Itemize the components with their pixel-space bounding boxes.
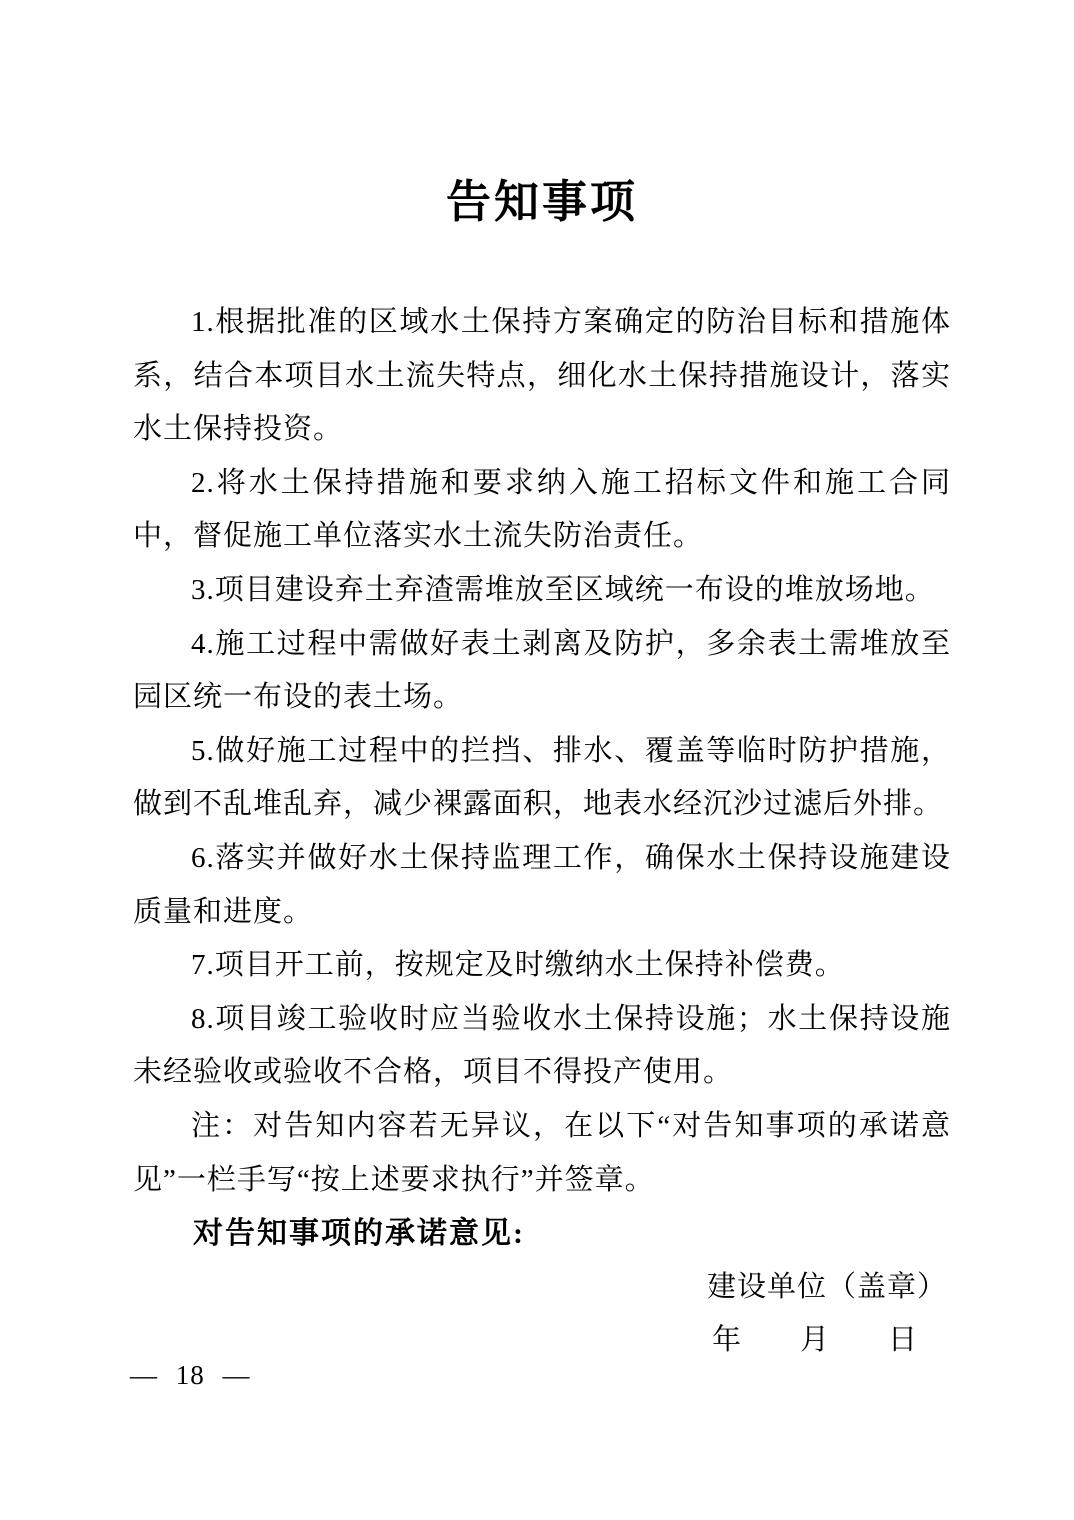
notice-item-6: 6.落实并做好水土保持监理工作，确保水土保持设施建设质量和进度。	[133, 841, 951, 928]
signature-block	[133, 1261, 951, 1368]
notice-item-7: 7.项目开工前，按规定及时缴纳水土保持补偿费。	[191, 949, 845, 982]
date-year-label: 年	[712, 1324, 743, 1357]
notice-item-2: 2.将水土保持措施和要求纳入施工招标文件和施工合同中，督促施工单位落实水土流失防治责任。	[133, 466, 951, 553]
page-title: 告知事项	[445, 177, 638, 227]
date-month-label: 月	[800, 1324, 831, 1357]
date-day-label: 日	[888, 1324, 919, 1357]
date-line	[712, 1314, 951, 1368]
document-content	[133, 0, 951, 1368]
notice-item-4: 4.施工过程中需做好表土剥离及防护，多余表土需堆放至园区统一布设的表土场。	[133, 627, 951, 714]
notice-item-5: 5.做好施工过程中的拦挡、排水、覆盖等临时防护措施，做到不乱堆乱弃，减少裸露面积，地表水经沉沙过滤后外排。	[133, 734, 951, 821]
page-number: — 18 —	[130, 1360, 251, 1390]
commitment-heading: 对告知事项的承诺意见:	[193, 1217, 525, 1251]
notice-item-3: 3.项目建设弃土弃渣需堆放至区域统一布设的堆放场地。	[191, 573, 935, 606]
document-body	[133, 296, 951, 1368]
notice-item-1: 1.根据批准的区域水土保持方案确定的防治目标和措施体系，结合本项目水土流失特点，细化水土保持措施设计，落实水土保持投资。	[133, 306, 951, 446]
note-paragraph: 注：对告知内容若无异议，在以下“对告知事项的承诺意见”一栏手写“按上述要求执行”并签章。	[133, 1109, 951, 1196]
notice-item-8: 8.项目竣工验收时应当验收水土保持设施；水土保持设施未经验收或验收不合格，项目不得投产使用。	[133, 1002, 951, 1089]
construction-unit-seal-line: 建设单位（盖章）	[707, 1270, 948, 1303]
